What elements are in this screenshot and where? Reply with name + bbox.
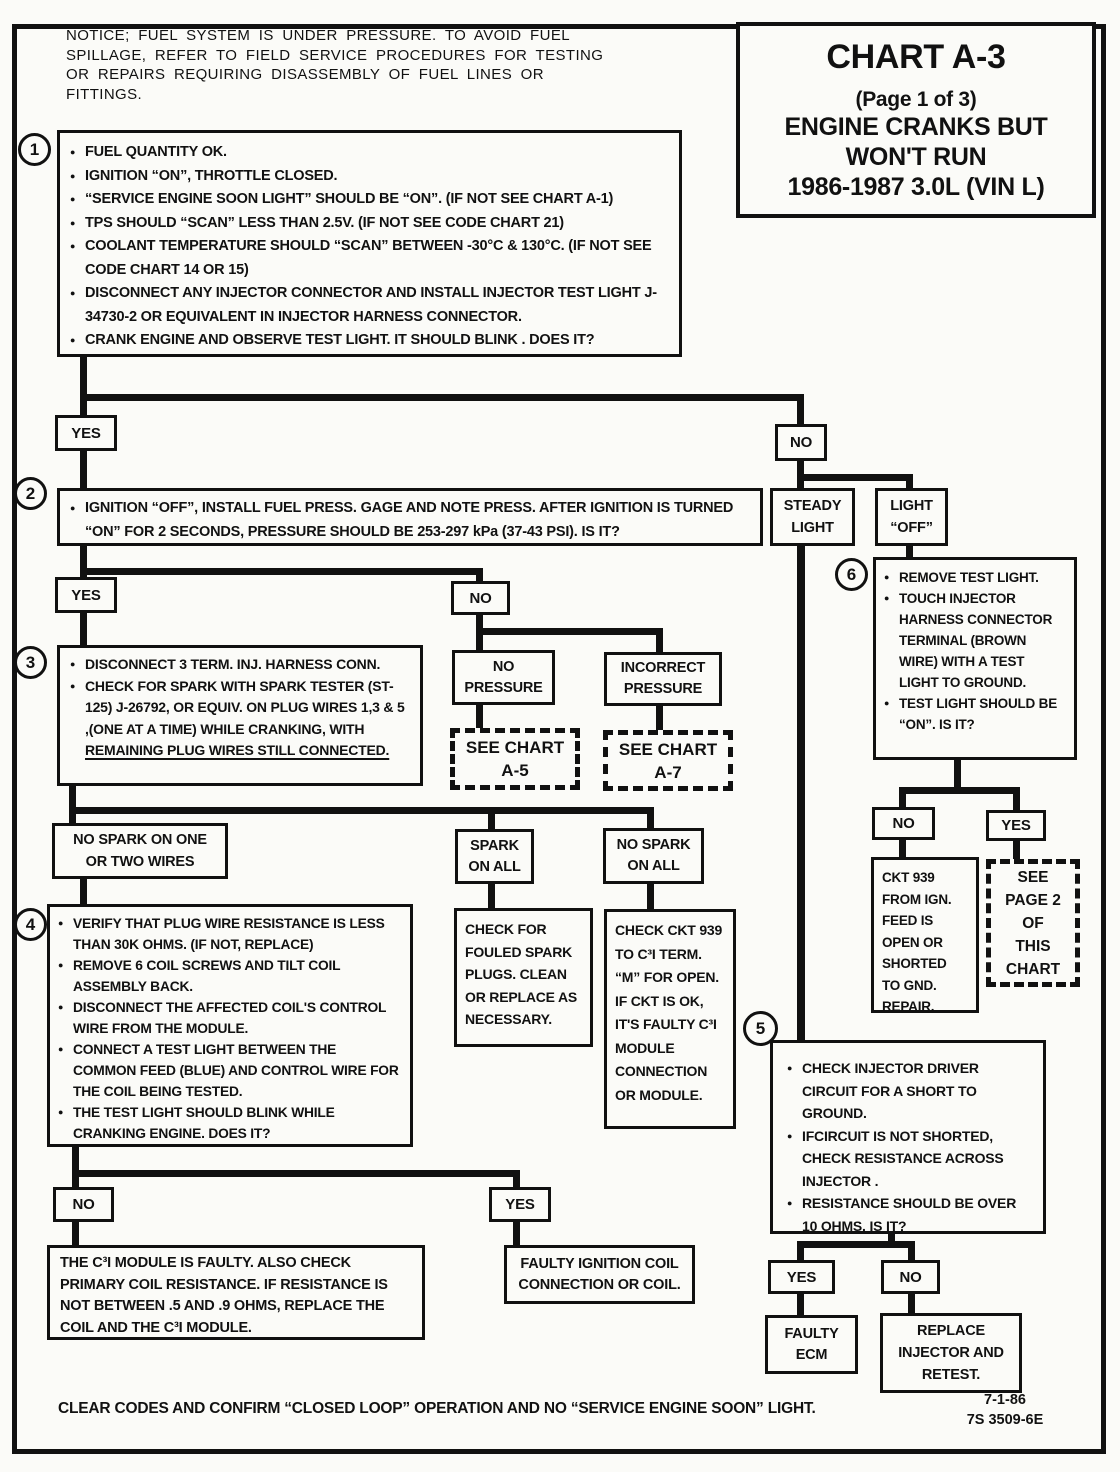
flow-box-step6 (873, 557, 1077, 760)
step-circle-2: 2 (14, 477, 47, 510)
step1-item: ● TPS SHOULD “SCAN” LESS THAN 2.5V. (IF NOT SEE CODE CHART 21) (70, 212, 669, 236)
step3-item2-underlined: REMAINING PLUG WIRES STILL CONNECTED. (85, 742, 390, 758)
connector (488, 882, 495, 909)
step-circle-5: 5 (743, 1011, 778, 1046)
chart-title-box (736, 22, 1096, 218)
connector (80, 357, 87, 415)
see-page2-line: PAGE 2 (1005, 891, 1061, 909)
steady-light-line1: STEADY (783, 498, 842, 514)
chart-page-indicator: (Page 1 of 3) (855, 87, 977, 111)
step6-item: ● TEST LIGHT SHOULD BE “ON”. IS IT? (884, 693, 1066, 735)
connector (80, 879, 87, 905)
step5-item: ● RESISTANCE SHOULD BE OVER 10 OHMS. IS IT? (787, 1192, 1033, 1237)
flow-box-step5 (770, 1040, 1046, 1234)
flow-box-step1 (57, 130, 682, 357)
connector (656, 706, 663, 732)
decision-yes-2: YES (55, 577, 117, 613)
see-page2-line: SEE (1017, 868, 1049, 886)
flow-box-step2 (57, 488, 763, 546)
chart-subtitle-line2: WON'T RUN (845, 143, 987, 172)
step4-item: ● REMOVE 6 COIL SCREWS AND TILT COIL ASSEMBLY BACK. (58, 955, 402, 997)
connector (476, 628, 663, 635)
connector (513, 1221, 520, 1245)
decision-no-1: NO (775, 424, 827, 461)
step6-item: ● TOUCH INJECTOR HARNESS CONNECTOR TERMINAL (BROWN WIRE) WITH A TEST LIGHT TO GROUND. (884, 588, 1066, 693)
step1-item: ● DISCONNECT ANY INJECTOR CONNECTOR AND INSTALL INJECTOR TEST LIGHT J-34730-2 OR EQUIVALENT IN INJECTOR HARNESS CONNECTOR. (70, 282, 669, 329)
connector (72, 1170, 79, 1187)
step5-item: ● CHECK INJECTOR DRIVER CIRCUIT FOR A SHORT TO GROUND. (787, 1057, 1033, 1125)
footer-form-number: 7S 3509-6E (966, 1412, 1044, 1429)
ref-see-chart-a7 (603, 730, 733, 791)
step1-item: ● FUEL QUANTITY OK. (70, 141, 669, 165)
ref-see-page-2 (986, 859, 1080, 987)
step-circle-1: 1 (18, 133, 51, 166)
action-c3i-module-faulty: THE C³I MODULE IS FAULTY. ALSO CHECK PRIMARY COIL RESISTANCE. IF RESISTANCE IS NOT BETWEEN .5 AND .9 OHMS, REPLACE THE COIL AND THE C³I MODULE. (47, 1245, 425, 1340)
step1-item: ● IGNITION “ON”, THROTTLE CLOSED. (70, 165, 669, 189)
action-replace-injector: REPLACE INJECTOR AND RETEST. (880, 1313, 1022, 1393)
connector (908, 1293, 915, 1313)
flow-box-step4 (47, 904, 413, 1147)
see-chart-a7-line2: A-7 (654, 762, 682, 782)
connector (1013, 787, 1020, 810)
decision-no-4: NO (881, 1260, 940, 1294)
ref-see-chart-a5 (450, 728, 580, 790)
connector (797, 1241, 804, 1260)
action-check-ckt-939: CHECK CKT 939 TO C³I TERM. “M” FOR OPEN. IF CKT IS OK, IT'S FAULTY C³I MODULE CONNECTION OR MODULE. (604, 909, 736, 1129)
outcome-no-spark-on-all: NO SPARK ON ALL (603, 828, 704, 884)
connector (80, 568, 483, 575)
connector (513, 1170, 520, 1187)
see-page2-line: OF (1022, 914, 1044, 932)
step4-item: ● VERIFY THAT PLUG WIRE RESISTANCE IS LESS THAN 30K OHMS. (IF NOT, REPLACE) (58, 913, 402, 955)
connector (1013, 839, 1020, 859)
see-chart-a5-line1: SEE CHART (465, 738, 565, 757)
decision-no-5: NO (53, 1187, 114, 1222)
step1-item: ● COOLANT TEMPERATURE SHOULD “SCAN” BETWEEN -30°C & 130°C. (IF NOT SEE CODE CHART 14 OR 15) (70, 235, 669, 282)
outcome-spark-on-all: SPARK ON ALL (455, 829, 534, 884)
step3-item (70, 676, 410, 762)
step-circle-4: 4 (14, 908, 47, 941)
connector (797, 1293, 804, 1315)
connector (69, 807, 654, 814)
action-faulty-ecm: FAULTY ECM (765, 1315, 858, 1374)
step4-item: ● CONNECT A TEST LIGHT BETWEEN THE COMMON FEED (BLUE) AND CONTROL WIRE FOR THE COIL BEING TESTED. (58, 1039, 402, 1102)
step3-item: ● DISCONNECT 3 TERM. INJ. HARNESS CONN. (70, 654, 410, 676)
connector (797, 1241, 915, 1248)
step4-item: ● DISCONNECT THE AFFECTED COIL'S CONTROL WIRE FROM THE MODULE. (58, 997, 402, 1039)
connector (476, 705, 483, 730)
action-faulty-ignition-coil: FAULTY IGNITION COIL CONNECTION OR COIL. (504, 1245, 695, 1304)
connector (899, 787, 906, 807)
connector (80, 612, 87, 646)
step4-item: ● THE TEST LIGHT SHOULD BLINK WHILE CRANKING ENGINE. DOES IT? (58, 1102, 402, 1144)
connector (797, 394, 804, 426)
connector (80, 394, 804, 401)
connector (899, 838, 906, 857)
connector (647, 882, 654, 910)
step-circle-3: 3 (14, 646, 47, 679)
step-circle-6: 6 (835, 558, 868, 591)
decision-yes-4: YES (768, 1260, 835, 1294)
outcome-no-pressure: NO PRESSURE (452, 650, 555, 705)
connector (476, 568, 483, 582)
footer-date: 7-1-86 (984, 1392, 1026, 1408)
step1-item: ● CRANK ENGINE AND OBSERVE TEST LIGHT. IT SHOULD BLINK . DOES IT? (70, 329, 669, 353)
decision-yes-1: YES (55, 415, 117, 451)
action-ckt-939-repair: CKT 939 FROM IGN. FEED IS OPEN OR SHORTED TO GND. REPAIR. (871, 857, 979, 1013)
chart-model-years: 1986-1987 3.0L (VIN L) (787, 173, 1045, 202)
action-check-fouled-plugs: CHECK FOR FOULED SPARK PLUGS. CLEAN OR REPLACE AS NECESSARY. (454, 908, 593, 1047)
step1-item: ● “SERVICE ENGINE SOON LIGHT” SHOULD BE “ON”. (IF NOT SEE CHART A-1) (70, 188, 669, 212)
connector (80, 450, 87, 490)
step3-item2-text: CHECK FOR SPARK WITH SPARK TESTER (ST-125) J-26792, OR EQUIV. ON PLUG WIRES 1,3 & 5 ,(ONE AT A TIME) WHILE CRANKING, WITH (85, 677, 405, 737)
outcome-light-off (875, 488, 948, 546)
connector (899, 787, 1020, 794)
decision-yes-5: YES (489, 1187, 551, 1222)
connector (476, 628, 483, 652)
decision-no-3: NO (872, 807, 935, 840)
decision-yes-3: YES (986, 810, 1046, 841)
outcome-no-spark-one-two: NO SPARK ON ONE OR TWO WIRES (52, 823, 228, 879)
see-chart-a5-line2: A-5 (501, 761, 529, 780)
pressure-notice: NOTICE; FUEL SYSTEM IS UNDER PRESSURE. TO AVOID FUEL SPILLAGE, REFER TO FIELD SERVICE PROCEDURES FOR TESTING OR REPAIRS REQUIRING DISASSEMBLY OF FUEL LINES OR FITTINGS. (66, 27, 604, 103)
step5-item: ● IFCIRCUIT IS NOT SHORTED, CHECK RESISTANCE ACROSS INJECTOR . (787, 1125, 1033, 1193)
see-chart-a7-line1: SEE CHART (618, 739, 718, 759)
light-off-line1: LIGHT (890, 498, 933, 514)
chart-subtitle-line1: ENGINE CRANKS BUT (784, 113, 1048, 142)
connector (797, 546, 805, 1040)
footer-revision (940, 1390, 1070, 1431)
connector (647, 807, 654, 829)
connector (656, 628, 663, 653)
connector (908, 1241, 915, 1260)
chart-title: CHART A-3 (826, 37, 1006, 76)
step2-item: ● IGNITION “OFF”, INSTALL FUEL PRESS. GAGE AND NOTE PRESS. AFTER IGNITION IS TURNED “ON” FOR 2 SECONDS, PRESSURE SHOULD BE 253-297 kPa (37-43 PSI). IS IT? (70, 496, 750, 544)
footer-instruction: CLEAR CODES AND CONFIRM “CLOSED LOOP” OPERATION AND NO “SERVICE ENGINE SOON” LIGHT. (58, 1400, 816, 1417)
see-page2-line: CHART (1005, 960, 1061, 978)
connector (72, 1221, 79, 1245)
steady-light-line2: LIGHT (791, 520, 834, 536)
connector (72, 1170, 520, 1177)
decision-no-2: NO (451, 581, 510, 615)
step6-item: ● REMOVE TEST LIGHT. (884, 567, 1066, 588)
see-page2-line: THIS (1015, 937, 1051, 955)
outcome-steady-light (770, 488, 855, 546)
light-off-line2: “OFF” (890, 520, 933, 536)
connector (488, 807, 495, 830)
outcome-incorrect-pressure: INCORRECT PRESSURE (604, 652, 722, 706)
connector (797, 474, 913, 481)
flow-box-step3 (57, 645, 423, 786)
